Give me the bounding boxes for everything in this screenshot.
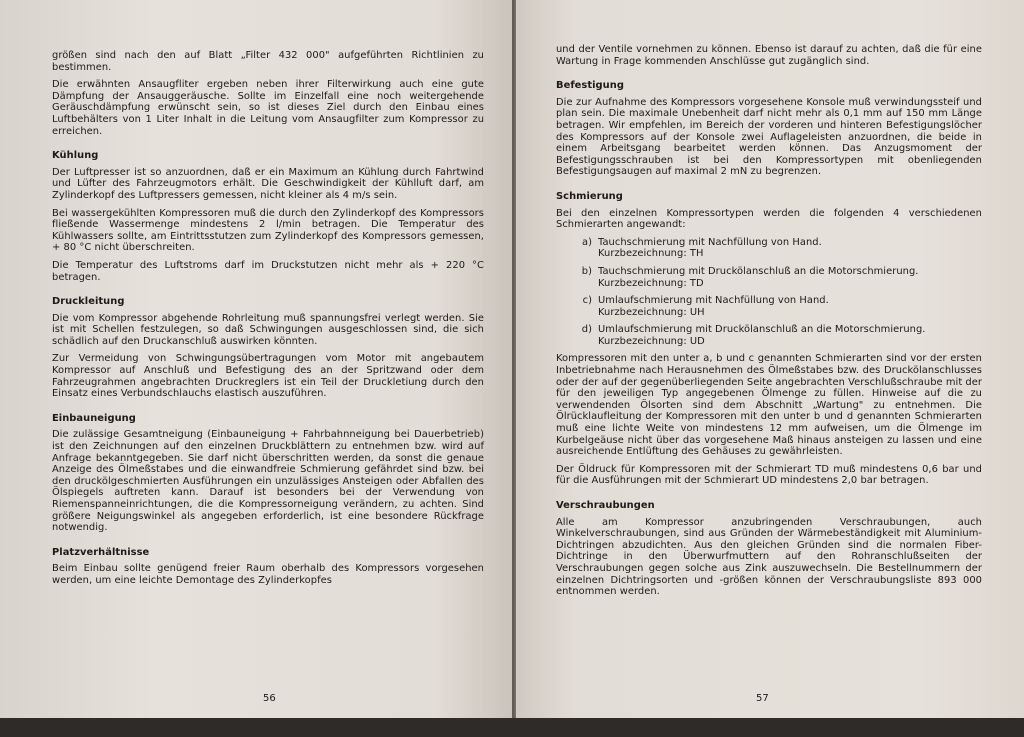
paragraph: Die zulässige Gesamtneigung (Einbauneigung + Fahrbahnneigung bei Dauerbetrieb) ist den Zeichnungen auf den einzelnen Druckblättern zu entnehmen bzw. wird auf Anfrage bekanntgegeben. Sie darf nicht überschritten werden, da sonst die genaue Anzeige des Ölmeßstabes und die einwandfreie Schmierung gefährdet sind bzw. bei den druckölgeschmierten Ausführungen ein unzulässiges Ansteigen oder Abfallen des Ölspiegels auftreten kann. Darauf ist besonders bei der Verwendung von Riemenspanneinrichtungen, die die Kompressorneigung verändern, zu achten. Sind größere Neigungswinkel als angegeben erforderlich, ist eine besondere Rückfrage notwendig. [52, 429, 484, 534]
paragraph: Die erwähnten Ansaugfliter ergeben neben ihrer Filterwirkung auch eine gute Dämpfung der Ansauggeräusche. Sollte im Einzelfall eine noch weitergehende Geräuschdämpfung erwünscht sein, so ist dieses Ziel durch den Einbau eines Luftbehälters von 1 Liter Inhalt in die Leitung vom Ansaugfilter zum Kompressor zu erreichen. [52, 79, 484, 137]
list-item-code: Kurzbezeichnung: TH [598, 248, 704, 260]
paragraph: Bei den einzelnen Kompressortypen werden die folgenden 4 verschiedenen Schmierarten angewandt: [556, 207, 982, 231]
page-number: 57 [756, 693, 769, 704]
paragraph: Bei wassergekühlten Kompressoren muß die durch den Zylinderkopf des Kompressors fließende Wassermenge mindestens 2 l/min betragen. Die Temperatur des Kühlwassers sollte, am Eintrittsstutzen zum Zylinderkopf des Kompressors gemessen, + 80 °C nicht überschreiten. [52, 207, 484, 254]
paragraph: größen sind nach den auf Blatt „Filter 432 000" aufgeführten Richtlinien zu bestimmen. [52, 50, 484, 73]
section-heading-platzverhaeltnisse: Platzverhältnisse [52, 546, 150, 558]
right-page [516, 0, 1024, 737]
paragraph: Die vom Kompressor abgehende Rohrleitung muß spannungsfrei verlegt werden. Sie ist mit Schellen festzulegen, so daß Schwingungen ausgeschlossen sind, die sich schädlich auf den Druckanschluß auswirken könnten. [52, 312, 484, 347]
list-marker: c) [582, 295, 592, 307]
list-item-text: Tauchschmierung mit Nachfüllung von Hand. [598, 236, 822, 248]
left-text-column [52, 50, 484, 587]
lubrication-types-list [556, 237, 982, 348]
list-item-text: Umlaufschmierung mit Druckölanschluß an die Motorschmierung. [598, 324, 926, 336]
paragraph: Der Luftpresser ist so anzuordnen, daß er ein Maximum an Kühlung durch Fahrtwind und Lüfter des Fahrzeugmotors erhält. Die Geschwindigkeit der Kühlluft darf, am Zylinderkopf des Luftpressers gemessen, nicht kleiner als 4 m/s sein. [52, 166, 484, 201]
list-item [556, 324, 982, 347]
section-heading-kuehlung: Kühlung [52, 150, 99, 162]
paragraph: Zur Vermeidung von Schwingungsübertragungen vom Motor mit angebautem Kompressor auf Anschluß und Befestigung des an der Spritzwand oder dem Fahrzeugrahmen angebrachten Druckreglers ist ein Teil der Druckletiung durch den Einsatz eines Verbundschlauchs elastisch auszuführen. [52, 353, 484, 400]
section-heading-druckleitung: Druckleitung [52, 296, 125, 308]
list-item-code: Kurzbezeichnung: UH [598, 306, 705, 318]
list-marker: a) [581, 236, 592, 248]
paragraph: Kompressoren mit den unter a, b und c genannten Schmierarten sind vor der ersten Inbetriebnahme nach Herausnehmen des Ölmeßstabes bzw. des Druckölanschlusses oder der auf der gegenüberliegenden Seite angebrachten Verschlußschraube mit der für den jeweiligen Typ angegebenen Ölmenge zu füllen. Hinweise auf die zu verwendenden Ölsorten sind dem Abschnitt „Wartung" zu entnehmen. Die Ölrücklaufleitung der Kompressoren mit den unter b und d genannten Schmierarten muß eine lichte Weite von mindestens 12 mm aufweisen, um die Ölmenge im Kurbelgeäuse nicht über das vorgesehene Maß hinaus ansteigen zu lassen und eine ausreichende Entlüftung des Gehäuses zu gewährleisten. [556, 353, 982, 458]
list-marker: d) [581, 324, 592, 336]
list-item-text: Umlaufschmierung mit Nachfüllung von Hand. [598, 295, 829, 307]
paragraph: Die Temperatur des Luftstroms darf im Druckstutzen nicht mehr als + 220 °C betragen. [52, 259, 484, 283]
paragraph: Beim Einbau sollte genügend freier Raum oberhalb des Kompressors vorgesehen werden, um eine leichte Demontage des Zylinderkopfes [52, 563, 484, 586]
paragraph: Die zur Aufnahme des Kompressors vorgesehene Konsole muß verwindungssteif und plan sein. Die maximale Unebenheit darf nicht mehr als 0,1 mm auf 150 mm Länge betragen. Wir empfehlen, im Bereich der vorderen und hinteren Befestigungslöcher des Kompressors auf der Konsole zwei Auflageleisten anzuordnen, die beide in einem Arbeitsgang bearbeitet werden können. Das Anzugsmoment der Befestigungsschrauben ist bei den Kompressortypen mit obenliegenden Befestigungsaugen auf maximal 2 mN zu begrenzen. [556, 96, 982, 178]
list-item [556, 266, 982, 289]
section-heading-befestigung: Befestigung [556, 80, 624, 92]
paragraph: Der Öldruck für Kompressoren mit der Schmierart TD muß mindestens 0,6 bar und für die Ausführungen mit der Schmierart UD mindestens 2,0 bar betragen. [556, 463, 982, 487]
list-item [556, 295, 982, 318]
page-number: 56 [263, 693, 276, 704]
list-item [556, 237, 982, 260]
list-marker: b) [581, 265, 592, 277]
list-item-code: Kurzbezeichnung: TD [598, 277, 704, 289]
list-item-text: Tauchschmierung mit Druckölanschluß an die Motorschmierung. [598, 265, 919, 277]
paragraph: Alle am Kompressor anzubringenden Verschraubungen, auch Winkelverschraubungen, sind aus Gründen der Wärmebeständigkeit mit Aluminium-Dichtringen abzudichten. Aus den gleichen Gründen sind die normalen Fiber-Dichtringe in den Überwurfmuttern auf den Rohranschlußseiten der Verschraubungen gegen solche aus Zink auszuwechseln. Die Bestellnummern der einzelnen Dichtringsorten und -größen können der Verschraubungsliste 893 000 entnommen werden. [556, 516, 982, 598]
book-bottom-edge [0, 718, 1024, 737]
section-heading-schmierung: Schmierung [556, 190, 623, 202]
list-item-code: Kurzbezeichnung: UD [598, 335, 705, 347]
section-heading-verschraubungen: Verschraubungen [556, 500, 655, 511]
section-heading-einbauneigung: Einbauneigung [52, 412, 136, 424]
paragraph: und der Ventile vornehmen zu können. Ebenso ist darauf zu achten, daß die für eine Wartung in Frage kommenden Anschlüsse gut zugänglich sind. [556, 44, 982, 67]
right-text-column [556, 44, 982, 598]
